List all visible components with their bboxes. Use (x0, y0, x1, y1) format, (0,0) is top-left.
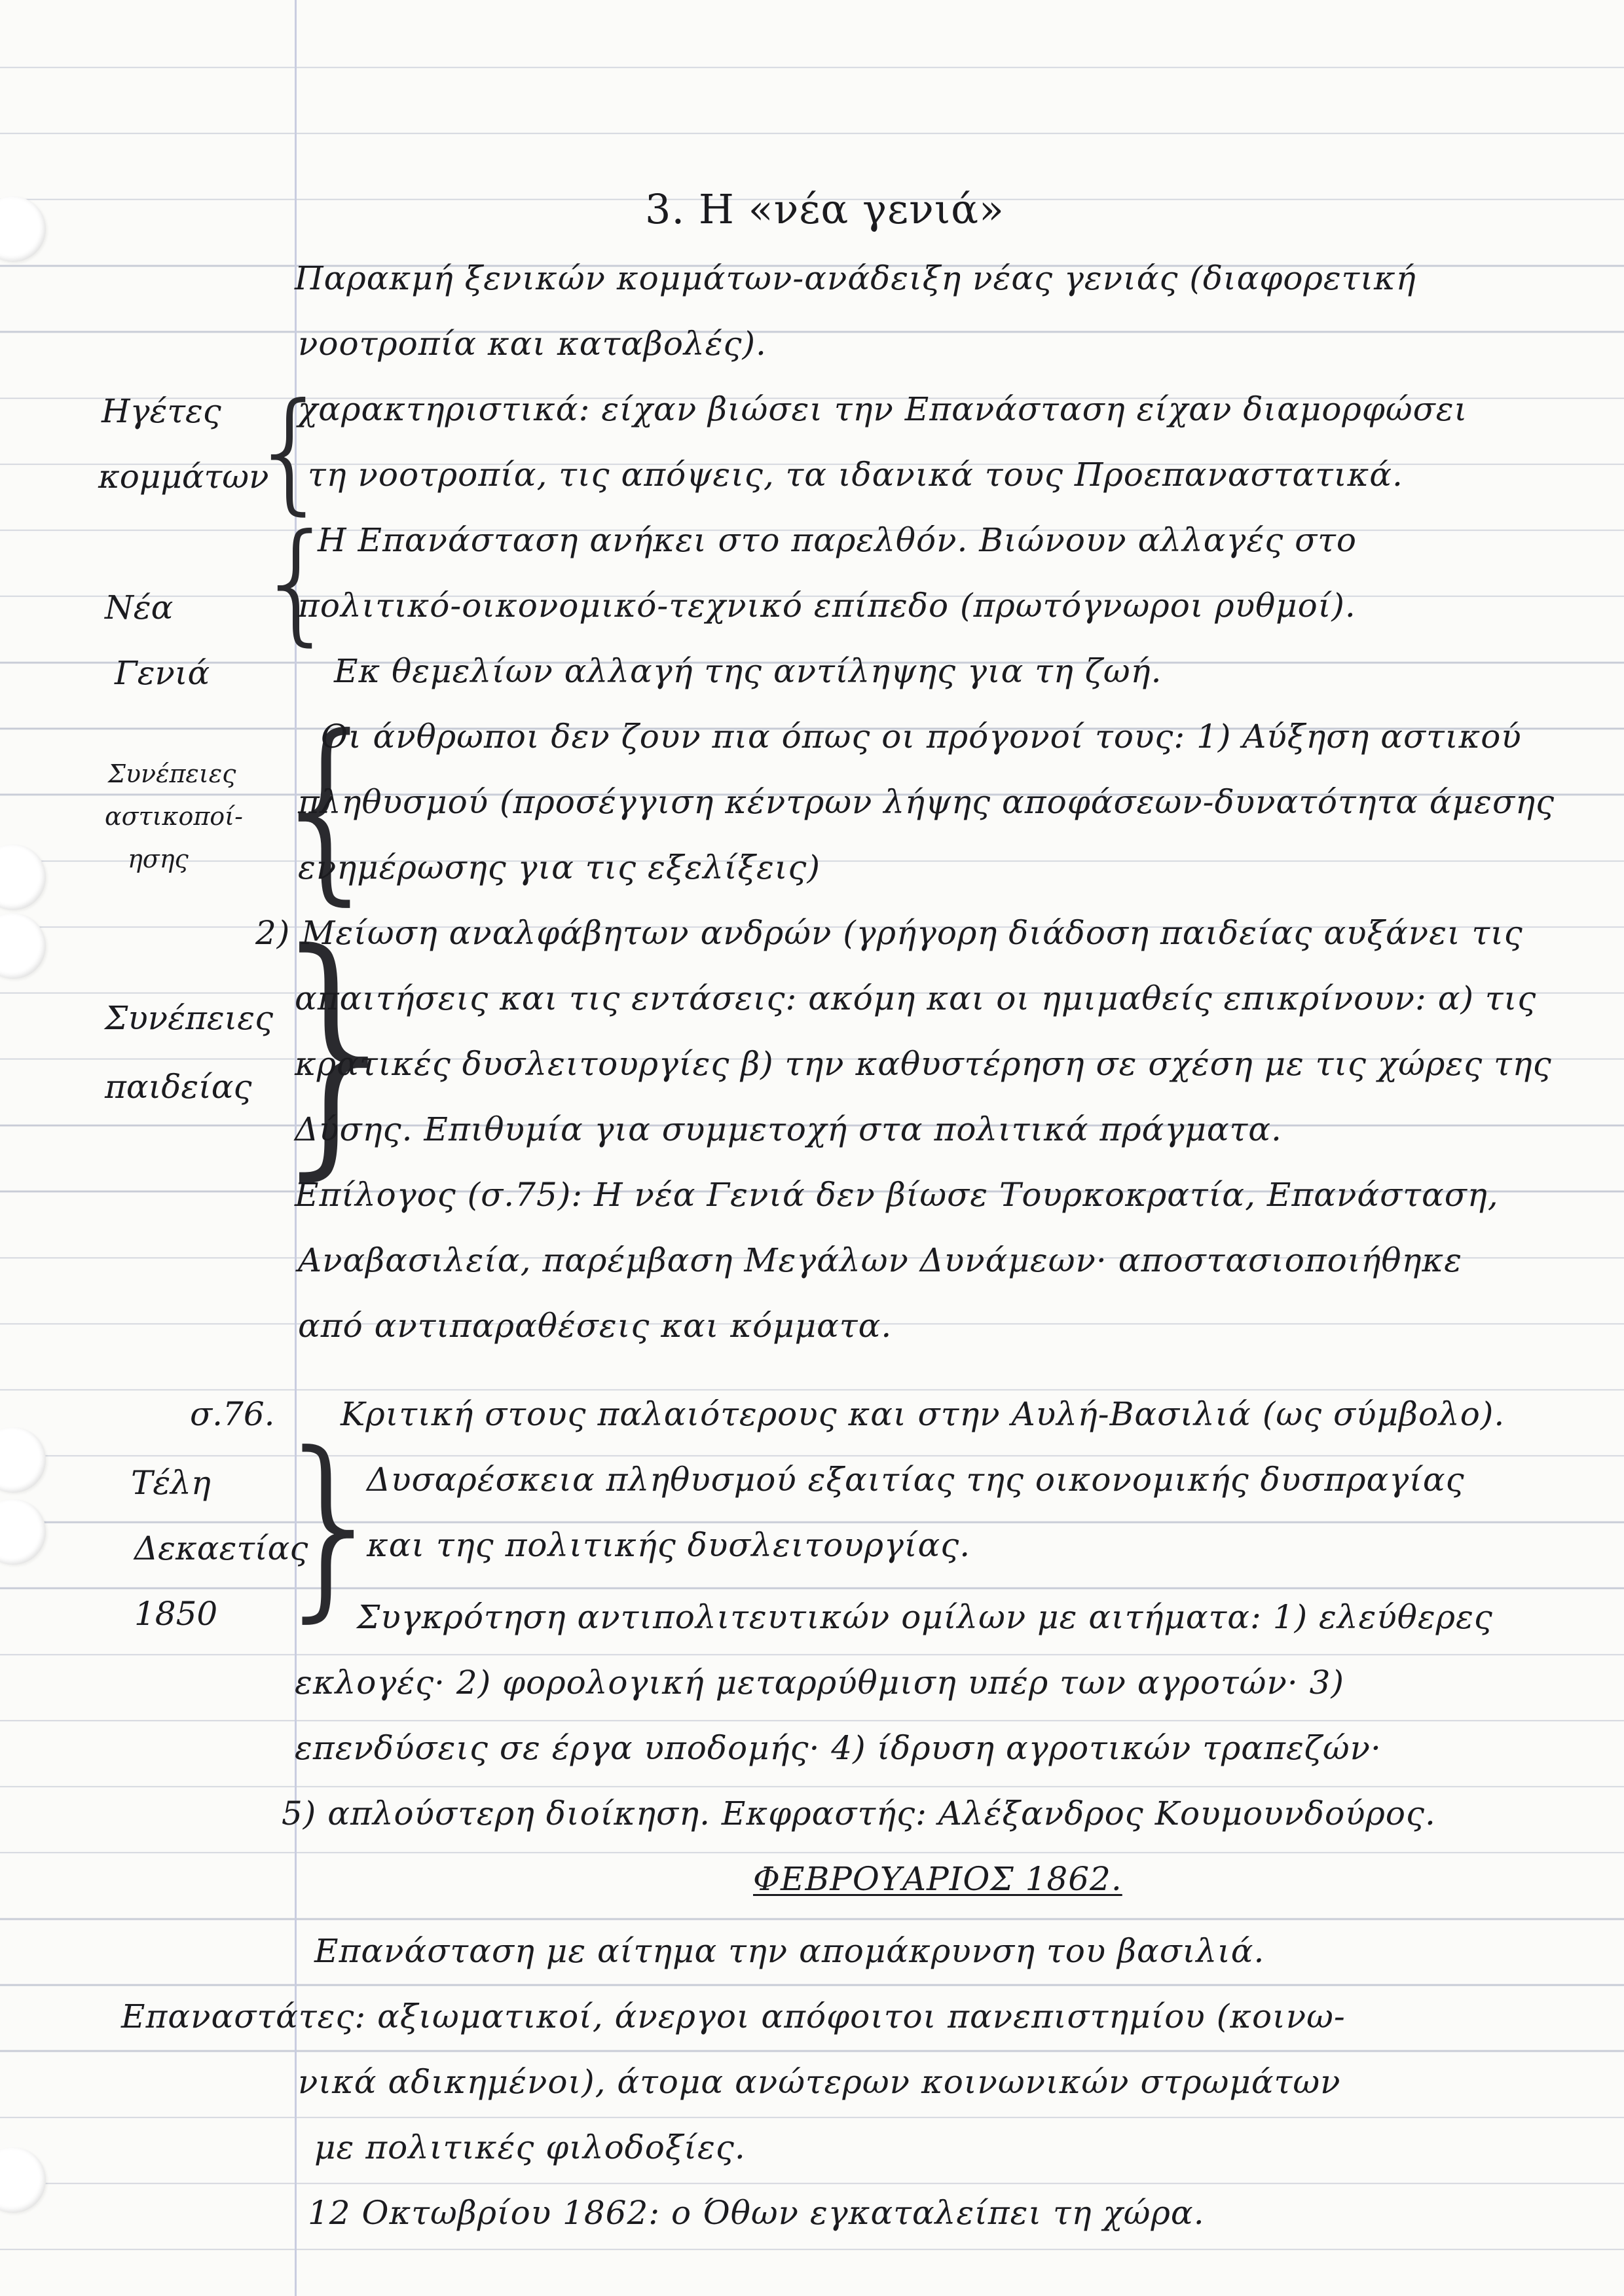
brace-new-generation: { (255, 506, 339, 659)
text-line: Εκ θεμελίων αλλαγή της αντίληψης για τη ζωή. (334, 652, 1162, 690)
text-line: επενδύσεις σε έργα υποδομής· 4) ίδρυση αγροτικών τραπεζών· (295, 1729, 1382, 1767)
margin-note-leaders: Ηγέτες (101, 392, 221, 430)
text-line: Κριτική στους παλαιότερους και στην Αυλή-Βασιλιά (ως σύμβολο). (341, 1395, 1505, 1433)
margin-note-education: Συνέπειες (105, 999, 274, 1037)
text-line: 5) απλούστερη διοίκηση. Εκφραστής: Αλέξανδρος Κουμουνδούρος. (282, 1795, 1436, 1832)
brace-urbanization: { (265, 694, 390, 922)
text-line: Επανάσταση με αίτημα την απομάκρυνση του βασιλιά. (314, 1932, 1265, 1970)
brace-education: { (246, 898, 413, 1203)
text-line: Επίλογος (σ.75): Η νέα Γενιά δεν βίωσε Τουρκοκρατία, Επανάσταση, (295, 1176, 1499, 1214)
margin-note-new-generation: Γενιά (115, 654, 210, 692)
text-line: πληθυσμού (προσέγγιση κέντρων λήψης αποφάσεων-δυνατότητα άμεσης (298, 783, 1555, 821)
text-line: 12 Οκτωβρίου 1862: ο Όθων εγκαταλείπει τη χώρα. (308, 2194, 1205, 2232)
margin-note-leaders: κομμάτων (98, 458, 269, 496)
margin-note-page-ref: σ.76. (190, 1395, 275, 1433)
punch-hole (0, 1427, 46, 1493)
brace-late-1850s: { (262, 1411, 387, 1639)
text-line: εκλογές· 2) φορολογική μεταρρύθμιση υπέρ των αγροτών· 3) (295, 1664, 1344, 1702)
text-line: Δύσης. Επιθυμία για συμμετοχή στα πολιτικά πράγματα. (295, 1110, 1282, 1148)
margin-note-urbanization: αστικοποί- (105, 802, 243, 831)
text-line: από αντιπαραθέσεις και κόμματα. (298, 1307, 893, 1345)
margin-note-urbanization: ησης (128, 845, 189, 873)
margin-note-late-1850s: 1850 (134, 1595, 218, 1633)
text-line: νικά αδικημένοι), άτομα ανώτερων κοινωνικών στρωμάτων (298, 2063, 1341, 2101)
punch-hole (0, 845, 46, 910)
text-line: 2) Μείωση αναλφάβητων ανδρών (γρήγορη διάδοση παιδείας αυξάνει τις (255, 914, 1523, 952)
text-line: με πολιτικές φιλοδοξίες. (314, 2128, 746, 2166)
punch-hole (0, 913, 46, 979)
text-line: κρατικές δυσλειτουργίες β) την καθυστέρηση σε σχέση με τις χώρες της (295, 1045, 1552, 1083)
text-line: και της πολιτικής δυσλειτουργίας. (367, 1526, 971, 1564)
text-line: Αναβασιλεία, παρέμβαση Μεγάλων Δυνάμεων· αποστασιοποιήθηκε (298, 1241, 1463, 1279)
text-line: Συγκρότηση αντιπολιτευτικών ομίλων με αιτήματα: 1) ελεύθερες (357, 1598, 1493, 1636)
text-line: Δυσαρέσκεια πληθυσμού εξαιτίας της οικονομικής δυσπραγίας (367, 1461, 1465, 1499)
text-line: Παρακμή ξενικών κομμάτων-ανάδειξη νέας γενιάς (διαφορετική (295, 259, 1416, 297)
page-title: 3. Η «νέα γενιά» (645, 185, 1005, 233)
text-line: ενημέρωσης για τις εξελίξεις) (298, 848, 821, 886)
text-line: πολιτικό-οικονομικό-τεχνικό επίπεδο (πρωτόγνωροι ρυθμοί). (298, 587, 1356, 625)
punch-hole (0, 1499, 46, 1565)
text-line: Επαναστάτες: αξιωματικοί, άνεργοι απόφοιτοι πανεπιστημίου (κοινω- (121, 1997, 1346, 2035)
text-line: χαρακτηριστικά: είχαν βιώσει την Επανάσταση είχαν διαμορφώσει (298, 390, 1468, 428)
punch-hole (0, 2147, 46, 2213)
text-line: νοοτροπία και καταβολές). (298, 325, 767, 363)
text-line: απαιτήσεις και τις εντάσεις: ακόμη και οι ημιμαθείς επικρίνουν: α) τις (295, 979, 1537, 1017)
punch-hole (0, 196, 46, 262)
margin-note-late-1850s: Τέλη (131, 1464, 211, 1502)
text-line: Η Επανάσταση ανήκει στο παρελθόν. Βιώνουν αλλαγές στο (318, 521, 1357, 559)
text-line: τη νοοτροπία, τις απόψεις, τα ιδανικά τους Προεπαναστατικά. (308, 456, 1403, 494)
margin-note-education: παιδείας (105, 1068, 252, 1106)
text-line: Οι άνθρωποι δεν ζουν πια όπως οι πρόγονοί τους: 1) Αύξηση αστικού (321, 718, 1522, 756)
brace-leaders: { (249, 375, 333, 528)
margin-note-urbanization: Συνέπειες (108, 759, 236, 788)
margin-note-new-generation: Νέα (105, 589, 174, 627)
date-heading: ΦΕΒΡΟΥΑΡΙΟΣ 1862. (753, 1860, 1122, 1898)
margin-note-late-1850s: Δεκαετίας (134, 1529, 308, 1567)
